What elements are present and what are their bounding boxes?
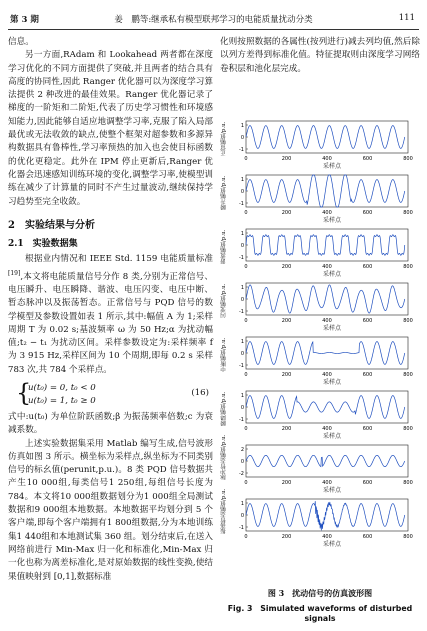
x-axis-label: 采样点 — [322, 379, 341, 386]
plot-frame — [246, 499, 408, 531]
plot-frame — [246, 445, 408, 477]
x-tick-label: 400 — [322, 534, 332, 540]
y-axis-label: 闪变幅值/p.u. — [221, 283, 227, 318]
waveform-line — [246, 396, 405, 419]
running-title: 姜 鹏等:继承私有模型联邦学习的电能质量扰动分类 — [114, 15, 313, 25]
x-tick-label: 200 — [281, 210, 292, 216]
x-tick-label: 0 — [244, 210, 248, 216]
caption-chinese: 图 3 扰动信号的仿真波形图 — [267, 588, 373, 598]
section-heading: 2 实验结果与分析 — [8, 219, 95, 231]
caption-english: Fig. 3 Simulated waveforms of disturbed signals — [227, 604, 413, 623]
x-tick-label: 800 — [403, 264, 413, 270]
y-tick-label: -1 — [239, 417, 244, 423]
waveform-panel-normal — [220, 118, 420, 170]
x-tick-label: 800 — [403, 426, 413, 432]
x-tick-label: 200 — [281, 372, 292, 378]
paragraph-continued: 化则按照数据的各属性(按列进行)减去列均值,然后除以列方差得到标准化值。特征提取则由深度学习网络卷积层和池化层完成。 — [220, 37, 420, 74]
y-tick-label: 1 — [240, 231, 244, 237]
x-tick-label: 0 — [244, 318, 248, 324]
x-tick-label: 200 — [281, 426, 292, 432]
plot-frame — [246, 283, 408, 315]
y-axis-label: 脉冲暂态幅值/p.u. — [221, 434, 227, 480]
waveform-panel-flicker — [220, 280, 420, 332]
x-tick-label: 800 — [403, 156, 413, 162]
page-number: 111 — [398, 13, 415, 23]
y-tick-label: 1 — [240, 393, 244, 399]
y-tick-label: 0 — [240, 513, 244, 519]
subsection-heading: 2.1 实验数据集 — [8, 239, 78, 250]
citation-ref: [19] — [8, 269, 21, 277]
waveform-line — [246, 455, 405, 466]
x-axis-label: 采样点 — [322, 271, 341, 278]
waveform-line — [246, 175, 405, 207]
x-axis-label: 采样点 — [322, 163, 341, 170]
x-tick-label: 400 — [322, 210, 332, 216]
y-tick-label: 0 — [240, 135, 244, 141]
y-tick-label: 1 — [240, 285, 244, 291]
y-axis-label: 谐波幅值/p.u. — [221, 229, 227, 264]
waveform-figure — [220, 118, 420, 558]
x-axis-label: 采样点 — [322, 541, 341, 548]
x-tick-label: 800 — [403, 372, 413, 378]
y-tick-label: 0 — [240, 297, 244, 303]
x-tick-label: 200 — [281, 318, 292, 324]
plot-frame — [246, 229, 408, 261]
waveform-panel-swell — [220, 172, 420, 224]
header-rule — [8, 29, 419, 30]
y-tick-label: 0 — [240, 243, 244, 249]
y-tick-label: 1 — [240, 177, 244, 183]
x-tick-label: 600 — [362, 426, 373, 432]
y-tick-label: -1 — [239, 147, 244, 153]
left-column — [8, 36, 213, 584]
x-tick-label: 400 — [322, 264, 332, 270]
waveform-panel-oscillatory — [220, 488, 420, 548]
paragraph-dataset — [8, 253, 213, 377]
x-tick-label: 600 — [362, 210, 373, 216]
waveform-line — [246, 501, 405, 530]
x-axis-label: 采样点 — [322, 487, 341, 494]
x-tick-label: 600 — [362, 318, 373, 324]
equation-line-2: u(t₀) = 1, t₀ ≥ 0 — [28, 395, 96, 406]
plot-frame — [246, 121, 408, 153]
waveform-line — [246, 126, 405, 149]
paragraph-ranger: 另一方面,RAdam 和 Lookahead 两者都在深度学习优化的不同方面提供了突破,并且两者的结合具有高度的协同性,因此 Ranger 优化器可以为深度学习算法提供 2 种改进的最佳效果。Ranger 优化器记录了梯度的一阶矩和二阶矩,代表了历史学习惯性和环境感知能力,因此能够自适应地调整学习率,克服了陷入局部最优或无法收敛的缺点,使整个框架对超参数和多源异构数据具有鲁棒性,学习率预热的加入也会使目标函数的优化更稳定。此外在 IPM 停止更新后,Ranger 优化器会迅速感知训练环境的变化,调整学习率,使模型训练在减少了计算量的同时不产生过量波动,继续保持学习趋势至完全收敛。 — [8, 50, 213, 207]
y-axis-label: 中断幅值/p.u. — [221, 337, 227, 372]
x-tick-label: 0 — [244, 480, 248, 486]
y-tick-label: 0 — [240, 189, 244, 195]
y-tick-label: 1 — [240, 123, 244, 129]
equation-number: (16) — [191, 387, 209, 398]
x-tick-label: 200 — [281, 480, 292, 486]
y-tick-label: -1 — [239, 363, 244, 369]
x-tick-label: 200 — [281, 264, 292, 270]
waveform-panel-sag — [220, 388, 420, 440]
y-tick-label: 1 — [240, 339, 244, 345]
x-tick-label: 800 — [403, 210, 413, 216]
x-tick-label: 400 — [322, 156, 332, 162]
equation-line-1: u(t₀) = 0, t₀ < 0 — [28, 382, 96, 393]
x-tick-label: 400 — [322, 372, 332, 378]
y-axis-label: 瞬降幅值/p.u. — [221, 391, 227, 426]
paragraph-top: 信息。 — [8, 37, 34, 47]
y-tick-label: 0 — [240, 459, 244, 465]
y-axis-label: 振荡暂态幅值/p.u. — [221, 488, 227, 534]
y-tick-label: 2 — [240, 447, 244, 453]
plot-frame — [246, 391, 408, 423]
x-tick-label: 800 — [403, 480, 413, 486]
y-tick-label: -1 — [239, 201, 244, 207]
x-tick-label: 0 — [244, 264, 248, 270]
y-tick-label: 1 — [240, 501, 244, 507]
running-header — [0, 0, 427, 30]
issue-number: 第 3 期 — [10, 15, 39, 25]
equation-brace: { — [16, 378, 32, 407]
waveform-line — [246, 235, 405, 256]
x-tick-label: 400 — [322, 318, 332, 324]
waveform-line — [246, 285, 405, 313]
x-tick-label: 200 — [281, 534, 292, 540]
x-axis-label: 采样点 — [322, 325, 341, 332]
waveform-panel-interrupt — [220, 334, 420, 386]
y-tick-label: -1 — [239, 525, 244, 531]
x-tick-label: 600 — [362, 264, 373, 270]
x-tick-label: 400 — [322, 426, 332, 432]
paragraph-where: 式中:u(t₀) 为单位阶跃函数;β 为振荡频率倍数;c 为衰减系数。 — [8, 411, 213, 436]
right-column — [220, 36, 420, 76]
x-tick-label: 600 — [362, 156, 373, 162]
x-axis-label: 采样点 — [322, 433, 341, 440]
x-tick-label: 600 — [362, 534, 373, 540]
y-tick-label: 0 — [240, 405, 244, 411]
equation-16 — [8, 379, 213, 409]
y-axis-label: 正常幅值/p.u. — [221, 121, 227, 156]
y-tick-label: -1 — [239, 255, 244, 261]
x-tick-label: 0 — [244, 372, 248, 378]
figure-caption — [220, 588, 420, 623]
paragraph-dataset-a: 根据业内情况和 IEEE Std. 1159 电能质量标准 — [25, 254, 213, 265]
x-tick-label: 400 — [322, 480, 332, 486]
x-tick-label: 800 — [403, 318, 413, 324]
y-tick-label: 0 — [240, 351, 244, 357]
paragraph-dataset-b: ,本文将电能质量信号分作 8 类,分别为正常信号、电压瞬升、电压瞬降、谐波、电压闪变、电压中断、暂态脉冲以及振荡暂态。正常信号与 PQD 信号的数学模型及参数设置如表 1 所示,其中:幅值 A 为 1;采样周期 T 为 0.02 s;基波频率 ω 为 50 Hz;α 为扰动幅值;t₂ − t₁ 为扰动区间。采样参数设定为:采样频率 f 为 3 915 Hz,采样区间为 10 个周期,即每 0.2 s 采样 783 次,共 784 个采样点。 — [8, 271, 213, 375]
x-axis-label: 采样点 — [322, 217, 341, 224]
y-tick-label: -1 — [239, 309, 244, 315]
waveform-panel-impulse — [220, 434, 420, 494]
x-tick-label: 0 — [244, 156, 248, 162]
x-tick-label: 0 — [244, 534, 248, 540]
x-tick-label: 0 — [244, 426, 248, 432]
waveform-panel-harmonic — [220, 226, 420, 278]
waveform-line — [246, 342, 405, 365]
x-tick-label: 600 — [362, 372, 373, 378]
x-tick-label: 200 — [281, 156, 292, 162]
y-axis-label: 瞬升幅值/p.u. — [221, 175, 227, 210]
x-tick-label: 600 — [362, 480, 373, 486]
x-tick-label: 800 — [403, 534, 413, 540]
paragraph-matlab: 上述实验数据集采用 Matlab 编写生成,信号波形仿真如图 3 所示。横坐标为采样点,纵坐标为不同类别信号的标幺值(perunit,p.u.)。8 类 PQD 信号数据共产生10 000组,每类信号1 250组,每组信号长度为784。本文将10 000组数据划分为1 000组全局测试数据和9 000组本地数据。本地数据平均划分到 5 个客户端,即每个客户端拥有1 800组数据,分为本地训练集1 440组和本地测试集 360 组。划分结束后,在送入网络前进行 Min-Max 归一化和标准化,Min-Max 归一化也称为离差标准化,是对原始数据的线性变换,使结果值映射到 [0,1],数据标准 — [8, 438, 213, 582]
y-tick-label: -2 — [239, 471, 244, 477]
